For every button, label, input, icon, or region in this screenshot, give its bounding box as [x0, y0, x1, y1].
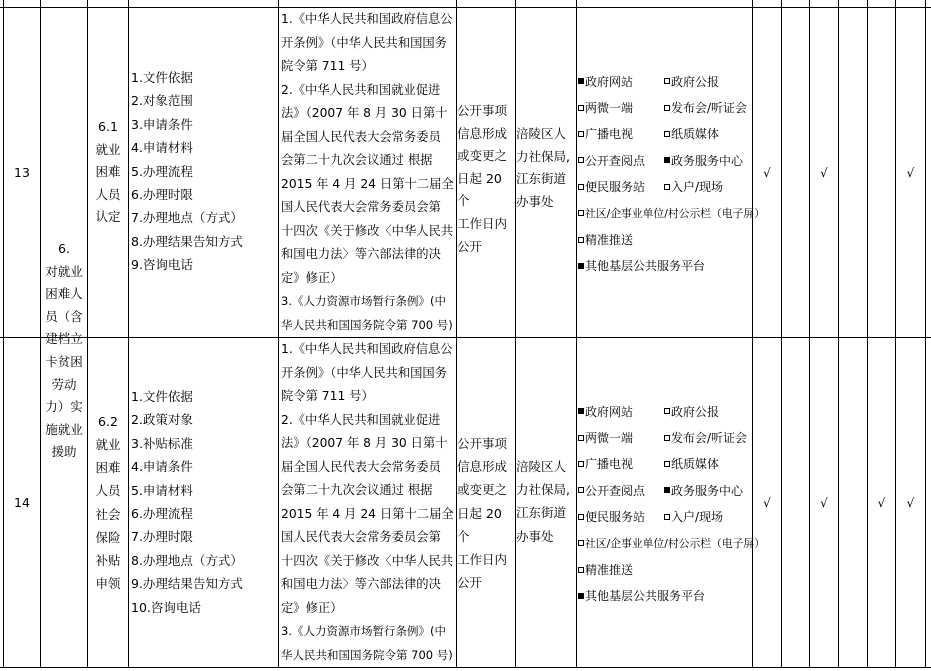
content-item: 7.办理时限: [131, 529, 193, 545]
basis-line: 国人民代表大会常务委员会第: [281, 530, 441, 544]
disclosure-time-cell: [457, 100, 515, 258]
channel-label: 公开查阅点: [585, 483, 646, 498]
basis-line: 院令第 711 号）: [281, 389, 374, 403]
unchecked-square-icon: [664, 514, 670, 520]
basis-line: 会第二十九次会议通过 根据: [281, 483, 433, 497]
unchecked-square-icon: [578, 567, 584, 573]
time-line: 公开事项: [457, 103, 508, 118]
time-line: 公开: [457, 238, 483, 254]
check-cell: [839, 8, 867, 337]
sub-item-line: 就业: [95, 436, 121, 452]
checked-square-icon: [578, 593, 584, 599]
content-item: 3.申请条件: [131, 116, 193, 132]
disclosure-channels: [578, 398, 766, 609]
unchecked-square-icon: [664, 78, 670, 84]
channel-label: 便民服务站: [585, 510, 646, 525]
basis-line: 和国电力法〉等六部法律的决: [281, 577, 441, 591]
subject-line: 力社保局,: [516, 148, 570, 164]
channel-label: 纸质媒体: [671, 127, 720, 142]
basis-line: 法》（2007 年 8 月 30 日第十: [281, 436, 448, 450]
time-line: 公开事项: [457, 436, 508, 451]
content-item: 10.咨询电话: [131, 599, 201, 615]
basis-line: 2.《中华人民共和国就业促进: [281, 82, 441, 97]
basis-line: 国人民代表大会常务委员会第: [281, 200, 441, 214]
channel-label: 社区/企事业单位/村公示栏（电子屏）: [585, 206, 766, 220]
basis-line: 3.《人力资源市场暂行条例》(中: [281, 294, 446, 308]
channel-label: 政府公报: [671, 404, 720, 419]
sub-item-line: 人员: [95, 483, 121, 499]
sub-item-line: 6.1: [98, 119, 118, 135]
time-line: 日起 20 个: [457, 170, 502, 209]
sub-item-line: 6.2: [98, 413, 118, 429]
basis-line: 2015 年 4 月 24 日第十二届全: [281, 176, 454, 191]
check-mark: √: [877, 495, 886, 510]
unchecked-square-icon: [664, 408, 670, 414]
unchecked-square-icon: [578, 157, 584, 163]
unchecked-square-icon: [578, 514, 584, 520]
checked-square-icon: [578, 263, 584, 269]
subject-line: 江东街道: [516, 171, 567, 187]
channel-label: 政务服务中心: [671, 153, 744, 168]
channel-label: 其他基层公共服务平台: [585, 589, 706, 604]
unchecked-square-icon: [578, 237, 584, 243]
item-category-cell: [41, 238, 87, 464]
content-item: 6.办理时限: [131, 187, 193, 203]
row-border-bottom: [0, 667, 931, 668]
check-cell: [839, 338, 867, 667]
content-item: 5.申请材料: [131, 482, 193, 498]
time-line: 工作日内: [457, 215, 508, 231]
disclosure-channels: [578, 68, 766, 279]
check-cell: [868, 8, 895, 337]
channel-label: 入户/现场: [671, 510, 724, 525]
basis-line: 十四次《关于修改〈中华人民共: [281, 553, 454, 568]
channel-label: 公开查阅点: [585, 153, 646, 168]
channel-label: 发布会/听证会: [671, 431, 748, 446]
check-cell: [782, 8, 809, 337]
sub-item-line: 保险: [95, 529, 121, 545]
disclosure-subject-cell: [516, 455, 576, 548]
content-item: 7.办理地点（方式）: [131, 210, 243, 226]
channel-label: 两微一端: [585, 101, 634, 116]
channel-label: 政府网站: [585, 74, 634, 89]
content-item: 2.政策对象: [131, 412, 193, 428]
channel-label: 便民服务站: [585, 180, 646, 195]
unchecked-square-icon: [578, 105, 584, 111]
category-line: 施就业: [45, 421, 83, 437]
subject-line: 江东街道: [516, 505, 567, 521]
check-cell: [753, 8, 781, 337]
category-line: 对就业: [45, 263, 83, 279]
sub-item-cell: [88, 338, 128, 667]
sub-item-line: 就业: [95, 141, 121, 157]
checked-square-icon: [578, 408, 584, 414]
subject-line: 办事处: [516, 528, 554, 544]
channel-label: 其他基层公共服务平台: [585, 259, 706, 274]
basis-line: 开条例》（中华人民共和国国务: [281, 35, 448, 50]
category-line: 建档立: [45, 331, 83, 347]
basis-line: 2.《中华人民共和国就业促进: [281, 412, 441, 427]
category-line: 劳动: [51, 376, 77, 392]
time-line: 或变更之: [457, 148, 508, 164]
check-mark: √: [820, 495, 828, 510]
basis-line: 华人民共和国国务院令第 700 号): [281, 647, 453, 662]
unchecked-square-icon: [664, 435, 670, 441]
basis-line: 届全国人民代表大会常务委员: [281, 129, 441, 144]
basis-line: 3.《人力资源市场暂行条例》(中: [281, 624, 446, 638]
channel-label: 精准推送: [585, 563, 634, 578]
disclosure-subject-cell: [516, 123, 576, 213]
basis-line: 十四次《关于修改〈中华人民共: [281, 223, 454, 238]
basis-line: 和国电力法〉等六部法律的决: [281, 247, 441, 261]
basis-line: 2015 年 4 月 24 日第十二届全: [281, 506, 454, 521]
unchecked-square-icon: [664, 131, 670, 137]
unchecked-square-icon: [578, 131, 584, 137]
channel-label: 政府公报: [671, 74, 720, 89]
check-cell: [810, 338, 838, 667]
time-line: 信息形成: [457, 459, 508, 475]
channel-label: 政府网站: [585, 404, 634, 419]
category-line: 6.: [58, 241, 70, 256]
table-row-seq: [4, 8, 40, 337]
subject-line: 涪陵区人: [516, 459, 567, 474]
check-cell: [896, 338, 925, 667]
channel-label: 两微一端: [585, 431, 634, 446]
table-row-seq: [4, 338, 40, 667]
channel-label: 发布会/听证会: [671, 101, 748, 116]
unchecked-square-icon: [578, 184, 584, 190]
disclosure-content-list: [131, 385, 277, 619]
check-mark: √: [820, 165, 828, 180]
sub-item-line: 认定: [95, 209, 121, 225]
basis-line: 1.《中华人民共和国政府信息公: [281, 12, 453, 26]
unchecked-square-icon: [664, 105, 670, 111]
content-item: 2.对象范围: [131, 93, 193, 109]
check-mark: √: [763, 165, 771, 180]
basis-line: 1.《中华人民共和国政府信息公: [281, 342, 453, 356]
check-mark: √: [906, 495, 915, 510]
category-line: 员（含: [45, 308, 83, 324]
disclosure-content-list: [131, 66, 277, 277]
channel-label: 纸质媒体: [671, 457, 720, 472]
content-item: 4.申请材料: [131, 140, 193, 156]
disclosure-basis-text: [279, 338, 456, 667]
checked-square-icon: [664, 487, 670, 493]
sub-item-line: 社会: [95, 506, 121, 522]
category-line: 困难人: [45, 286, 83, 302]
subject-line: 涪陵区人: [516, 126, 567, 141]
check-cell: [753, 338, 781, 667]
sub-item-cell: [88, 8, 128, 337]
sub-item-line: 补贴: [95, 552, 121, 568]
basis-line: 院令第 711 号）: [281, 59, 374, 73]
content-item: 9.咨询电话: [131, 257, 193, 273]
content-item: 8.办理结果告知方式: [131, 233, 243, 249]
time-line: 公开: [457, 575, 483, 591]
basis-line: 届全国人民代表大会常务委员: [281, 459, 441, 474]
channel-label: 社区/企事业单位/村公示栏（电子屏）: [585, 536, 766, 550]
row-number: 13: [14, 164, 30, 180]
basis-line: 会第二十九次会议通过 根据: [281, 153, 433, 167]
unchecked-square-icon: [578, 210, 584, 216]
col-border: [925, 0, 926, 668]
sub-item-line: 申领: [95, 576, 121, 592]
row-number: 14: [14, 494, 30, 510]
subject-line: 力社保局,: [516, 482, 570, 498]
content-item: 4.申请条件: [131, 459, 193, 475]
basis-line: 定》修正）: [281, 600, 343, 615]
checked-square-icon: [664, 157, 670, 163]
channel-label: 广播电视: [585, 457, 634, 472]
checked-square-icon: [578, 78, 584, 84]
check-mark: √: [906, 165, 915, 180]
disclosure-time-cell: [457, 432, 515, 594]
unchecked-square-icon: [578, 487, 584, 493]
check-cell: [810, 8, 838, 337]
unchecked-square-icon: [578, 435, 584, 441]
time-line: 信息形成: [457, 125, 508, 141]
channel-label: 政务服务中心: [671, 483, 744, 498]
channel-label: 入户/现场: [671, 180, 724, 195]
col-border: [128, 0, 129, 668]
check-cell: [868, 338, 895, 667]
basis-line: 华人民共和国国务院令第 700 号): [281, 317, 453, 332]
content-item: 1.文件依据: [131, 389, 193, 404]
content-item: 9.办理结果告知方式: [131, 576, 243, 592]
content-item: 1.文件依据: [131, 70, 193, 85]
channel-label: 精准推送: [585, 233, 634, 248]
category-line: 卡贫困: [45, 353, 83, 369]
subject-line: 办事处: [516, 193, 554, 209]
check-mark: √: [763, 495, 771, 510]
category-line: 援助: [51, 444, 77, 460]
time-line: 日起 20 个: [457, 505, 502, 544]
time-line: 工作日内: [457, 552, 508, 568]
time-line: 或变更之: [457, 482, 508, 498]
unchecked-square-icon: [578, 461, 584, 467]
basis-line: 定》修正）: [281, 270, 343, 285]
basis-line: 开条例》（中华人民共和国国务: [281, 365, 448, 380]
check-cell: [782, 338, 809, 667]
basis-line: 法》（2007 年 8 月 30 日第十: [281, 106, 448, 120]
content-item: 8.办理地点（方式）: [131, 552, 243, 568]
disclosure-basis-text: [279, 8, 456, 337]
content-item: 3.补贴标准: [131, 435, 193, 451]
unchecked-square-icon: [664, 184, 670, 190]
sub-item-line: 人员: [95, 186, 121, 202]
sub-item-line: 困难: [95, 164, 121, 180]
category-line: 力）实: [45, 399, 83, 415]
content-item: 6.办理流程: [131, 506, 193, 522]
col-border: [576, 0, 577, 668]
check-cell: [896, 8, 925, 337]
unchecked-square-icon: [578, 540, 584, 546]
channel-label: 广播电视: [585, 127, 634, 142]
unchecked-square-icon: [664, 461, 670, 467]
col-border: [515, 0, 516, 668]
content-item: 5.办理流程: [131, 163, 193, 179]
sub-item-line: 困难: [95, 460, 121, 476]
